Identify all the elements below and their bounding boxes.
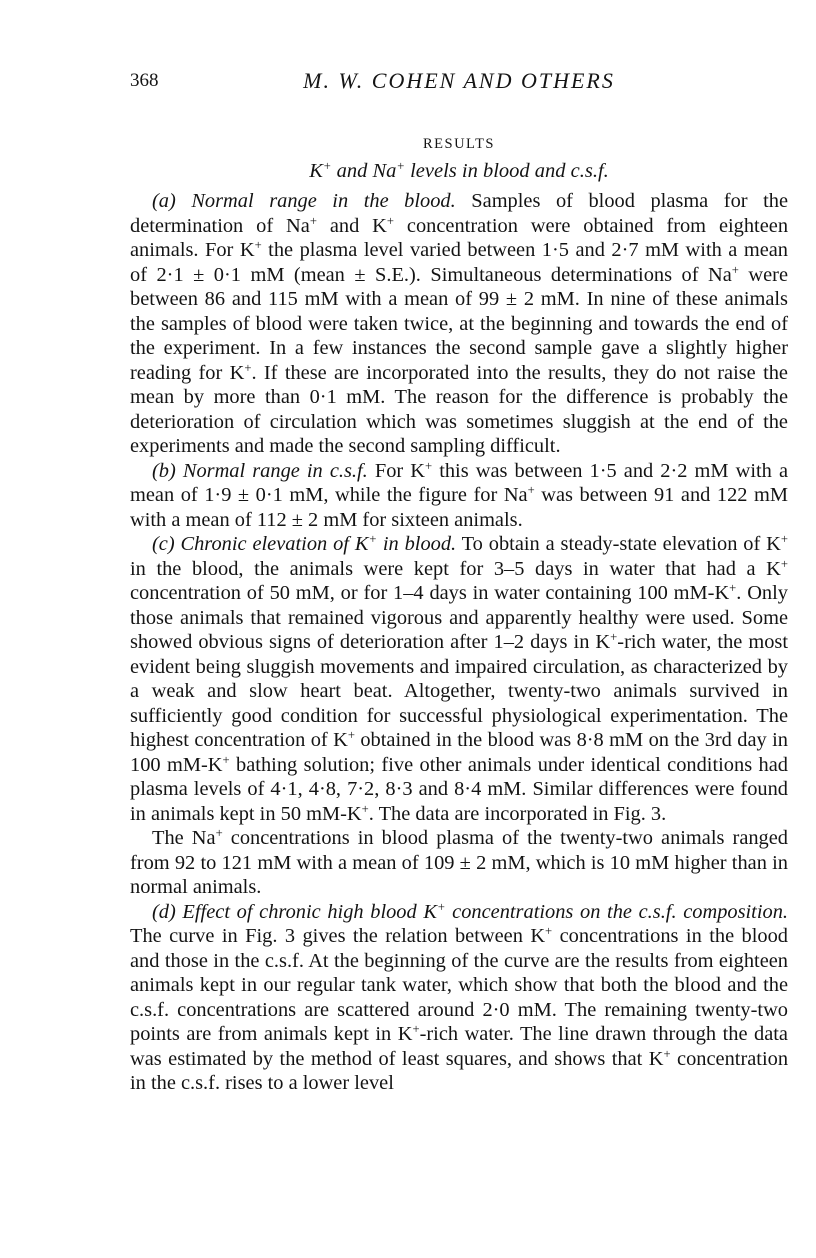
running-head: M. W. COHEN AND OTHERS [303, 68, 615, 93]
paragraph-chronic-elevation [130, 532, 788, 826]
paragraph-effect-on-csf [130, 900, 788, 1096]
paragraph-normal-range-csf [130, 459, 788, 533]
paragraph-na-concentrations [130, 826, 788, 900]
section-title: RESULTS [422, 136, 495, 152]
paragraph-text: The Na+ concentrations in blood plasma of the twenty-two animals ranged from 92 to 121 mM with a mean of 109 ± 2 mM, which is 10 mM higher than in normal animals. [130, 826, 789, 898]
paragraph-text: For K+ this was between 1·5 and 2·2 mM with a mean of 1·9 ± 0·1 mM, while the figure for Na+ was between 91 and 122 mM with a mean of 112 ± 2 mM for sixteen animals. [130, 458, 789, 531]
paragraph-text: To obtain a steady-state elevation of K+ in the blood, the animals were kept for 3–5 days in water that had a K+ concentration of 50 mM, or for 1–4 days in water containing 100 mM-K+. Only those animals that remained vigorous and apparently healthy were used. Some showed obvious signs of deterioration after 1–2 days in K+-rich water, the most evident being sluggish movements and impaired circulation, as characterized by a weak and slow heart beat. Altogether, twenty-two animals survived in sufficiently good condition for successful physiological experimentation. The highest concentration of K+ obtained in the blood was 8·8 mM on the 3rd day in 100 mM-K+ bathing solution; five other animals under identical conditions had plasma levels of 4·1, 4·8, 7·2, 8·3 and 8·4 mM. Similar differences were found in animals kept in 50 mM-K+. The data are incorporated in Fig. 3. [130, 532, 788, 825]
paragraph-label: (b) Normal range in c.s.f. [152, 459, 368, 482]
paragraph-label: (a) Normal range in the blood. [152, 190, 456, 212]
subsection-title: K+ and Na+ levels in blood and c.s.f. [309, 159, 609, 182]
paragraph-label: (d) Effect of chronic high blood K+ concentrations on the c.s.f. composition. [152, 899, 789, 923]
paragraph-normal-range-blood [130, 189, 788, 459]
page-number: 368 [130, 70, 159, 91]
page-header [130, 66, 788, 96]
body-text [130, 189, 788, 1096]
paragraph-label: (c) Chronic elevation of K+ in blood. [152, 532, 457, 555]
paragraph-text: Samples of blood plasma for the determination of Na+ and K+ concentration were obtained from eighteen animals. For K+ the plasma level varied between 1·5 and 2·7 mM with a mean of 2·1 ± 0·1 mM (mean ± S.E.). Simultaneous determinations of Na+ were between 86 and 115 mM with a mean of 99 ± 2 mM. In nine of these animals the samples of blood were taken twice, at the beginning and towards the end of the experiment. In a few instances the second sample gave a slightly higher reading for K+. If these are incorporated into the results, they do not raise the mean by more than 0·1 mM. The reason for the difference is probably the deterioration of circulation which was sometimes sluggish at the end of the experiments and made the second sampling difficult. [130, 190, 789, 457]
paragraph-text: The curve in Fig. 3 gives the relation between K+ concentrations in the blood and those in the c.s.f. At the beginning of the curve are the results from eighteen animals kept in our regular tank water, which show that both the blood and the c.s.f. concentrations are scattered around 2·0 mM. The remaining twenty-two points are from animals kept in K+-rich water. The line drawn through the data was estimated by the method of least squares, and shows that K+ concentration in the c.s.f. rises to a lower level [130, 924, 789, 1094]
